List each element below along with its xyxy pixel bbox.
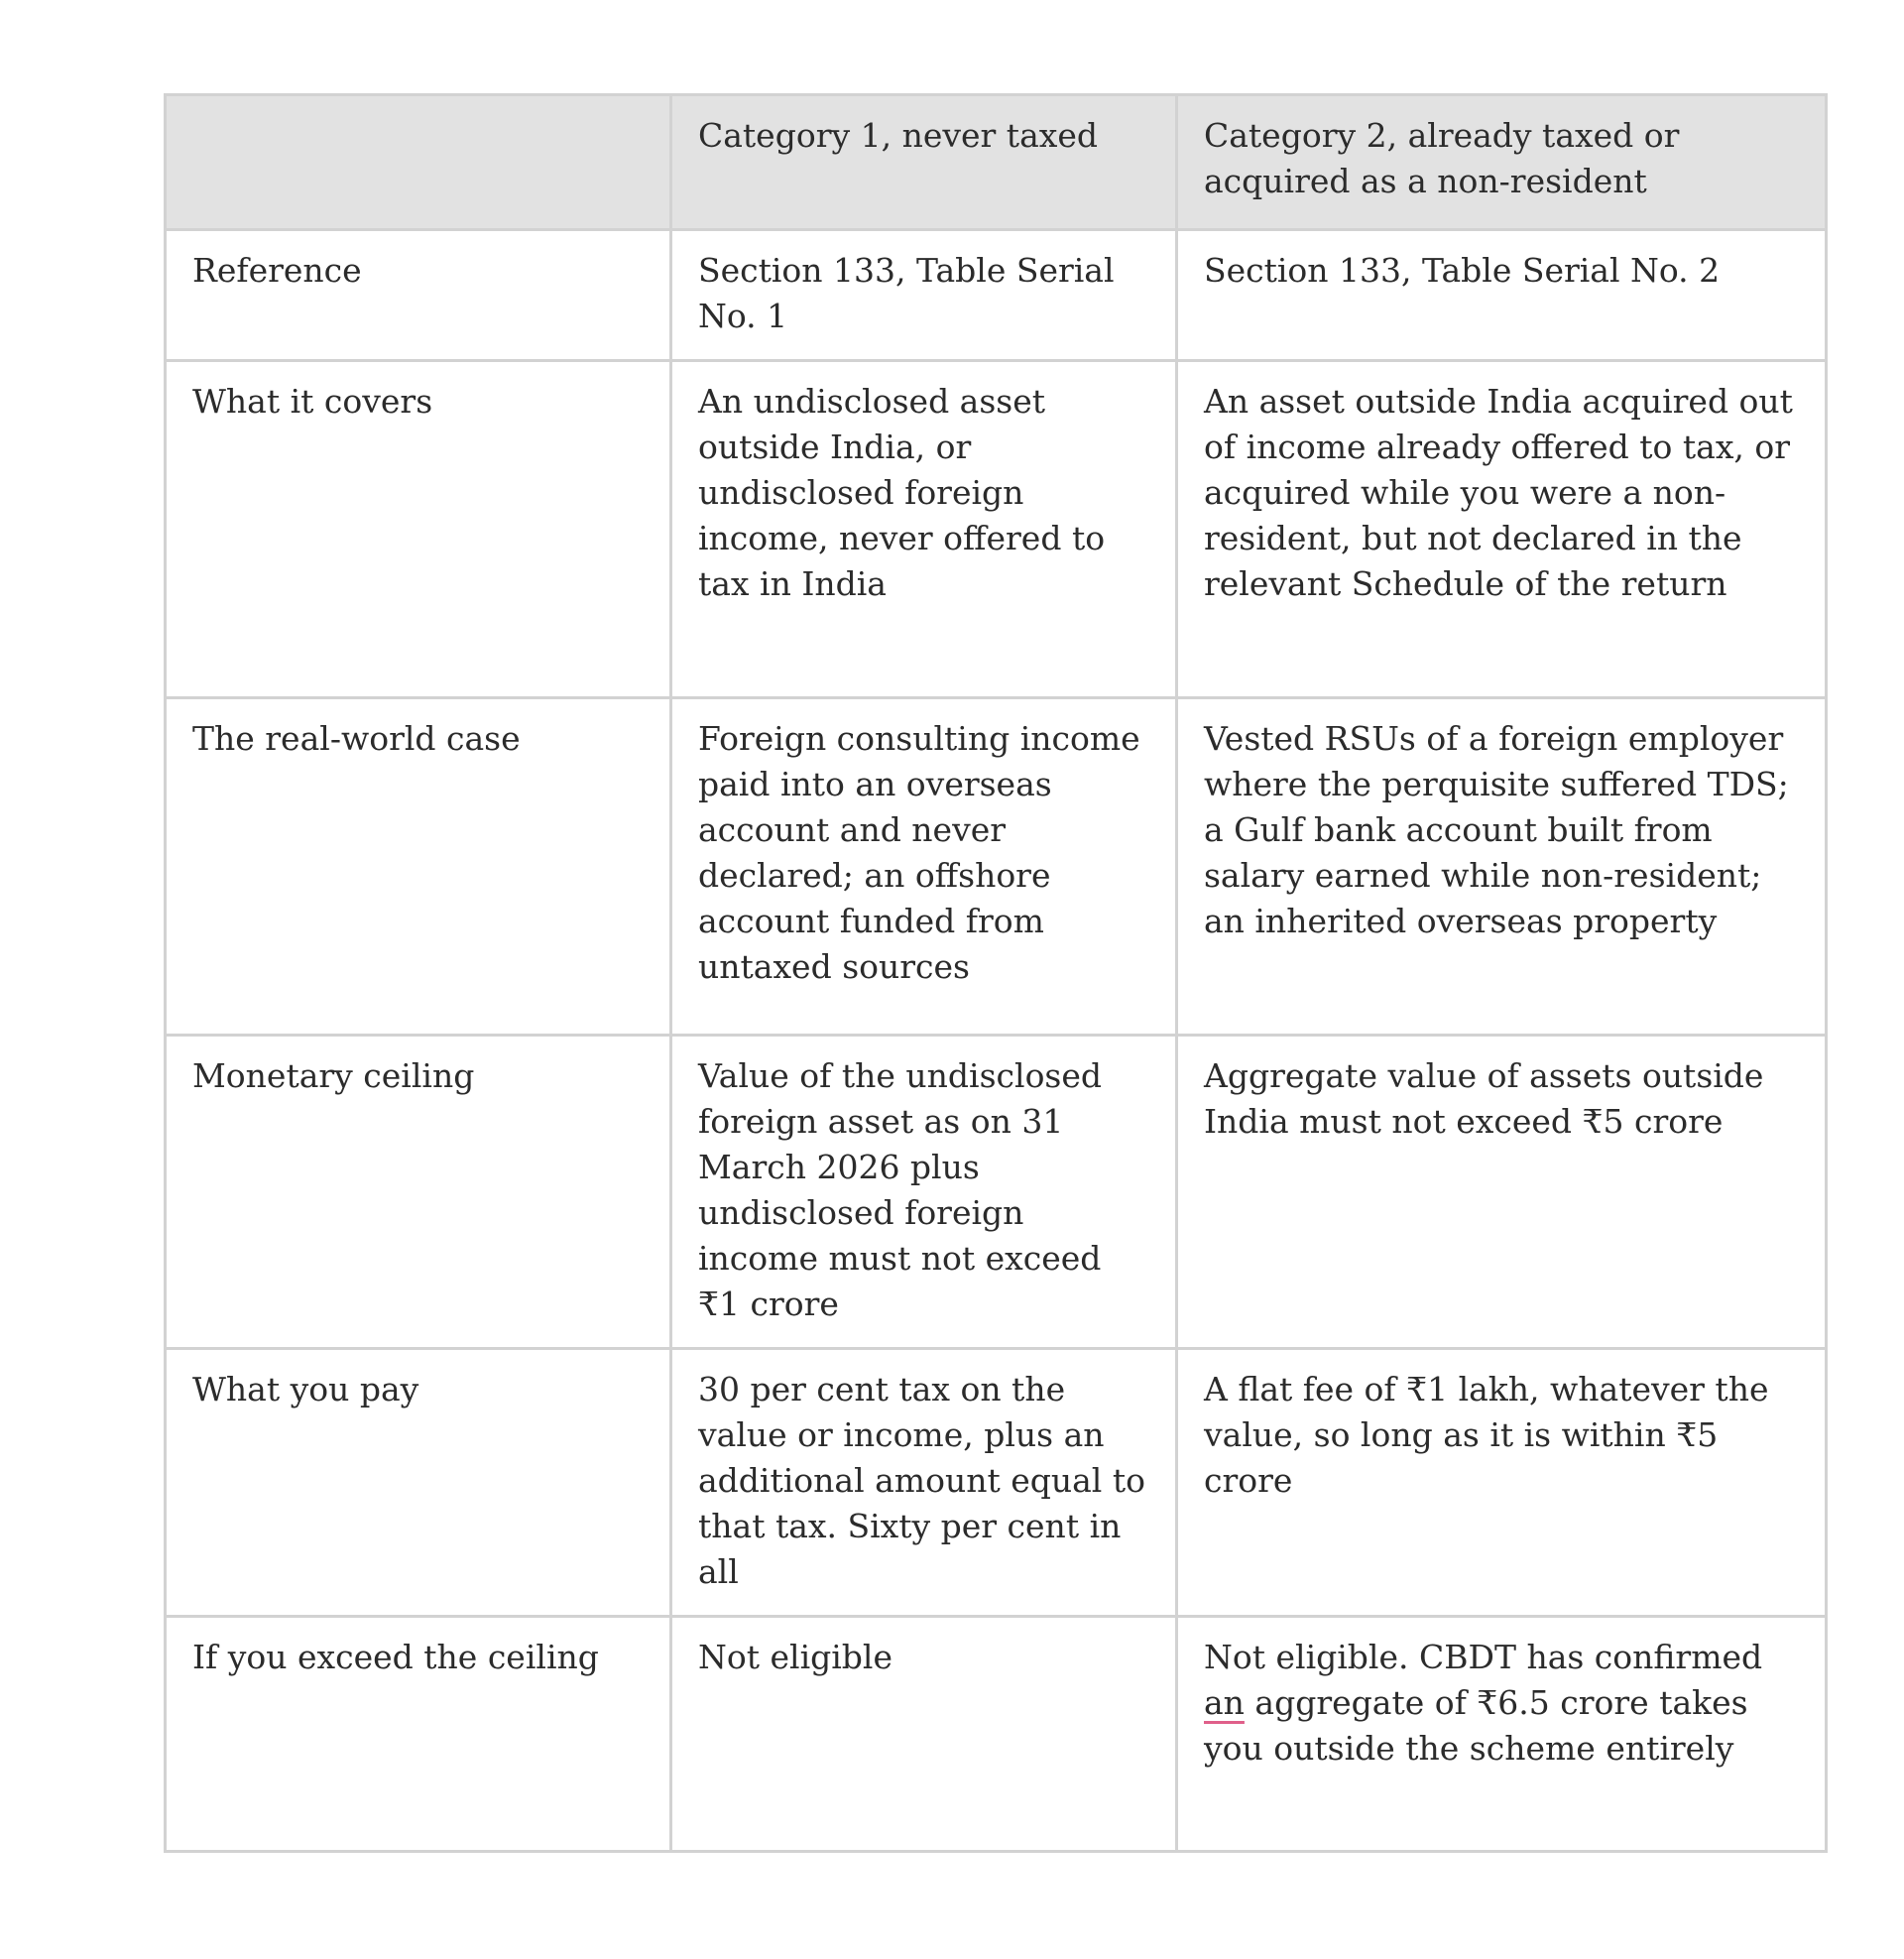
category-1-cell: Section 133, Table Serial No. 1	[671, 230, 1177, 361]
category-1-cell: 30 per cent tax on the value or income, plus an additional amount equal to that tax. Sixty per cent in all	[671, 1349, 1177, 1617]
row-label: What you pay	[166, 1349, 671, 1617]
category-2-cell: A flat fee of ₹1 lakh, whatever the value, so long as it is within ₹5 crore	[1177, 1349, 1827, 1617]
row-label: What it covers	[166, 361, 671, 698]
table-header-row	[166, 95, 1827, 230]
category-2-cell: Aggregate value of assets outside India must not exceed ₹5 crore	[1177, 1036, 1827, 1349]
table-row	[166, 361, 1827, 698]
row-label: Monetary ceiling	[166, 1036, 671, 1349]
header-cell-category-2: Category 2, already taxed or acquired as a non-resident	[1177, 95, 1827, 230]
category-1-cell: An undisclosed asset outside India, or undisclosed foreign income, never offered to tax in India	[671, 361, 1177, 698]
spellcheck-flagged-word[interactable]: an	[1204, 1683, 1245, 1722]
category-1-cell: Value of the undisclosed foreign asset as on 31 March 2026 plus undisclosed foreign income must not exceed ₹1 crore	[671, 1036, 1177, 1349]
table-row	[166, 1036, 1827, 1349]
cell-text: aggregate of ₹6.5 crore takes you outside the scheme entirely	[1204, 1683, 1748, 1768]
header-cell-category-1: Category 1, never taxed	[671, 95, 1177, 230]
table-row	[166, 1617, 1827, 1852]
table-row	[166, 230, 1827, 361]
row-label: The real-world case	[166, 698, 671, 1036]
category-1-cell: Not eligible	[671, 1617, 1177, 1852]
row-label: Reference	[166, 230, 671, 361]
category-2-cell: Vested RSUs of a foreign employer where the perquisite suffered TDS; a Gulf bank account built from salary earned while non-resident; an inherited overseas property	[1177, 698, 1827, 1036]
category-2-cell	[1177, 1617, 1827, 1852]
comparison-table	[164, 93, 1828, 1853]
category-2-cell: An asset outside India acquired out of income already offered to tax, or acquired while you were a non-resident, but not declared in the relevant Schedule of the return	[1177, 361, 1827, 698]
cell-text: Not eligible. CBDT has confirmed	[1204, 1638, 1763, 1676]
header-cell-blank	[166, 95, 671, 230]
row-label: If you exceed the ceiling	[166, 1617, 671, 1852]
table-row	[166, 1349, 1827, 1617]
table-row	[166, 698, 1827, 1036]
category-1-cell: Foreign consulting income paid into an overseas account and never declared; an offshore account funded from untaxed sources	[671, 698, 1177, 1036]
category-2-cell: Section 133, Table Serial No. 2	[1177, 230, 1827, 361]
